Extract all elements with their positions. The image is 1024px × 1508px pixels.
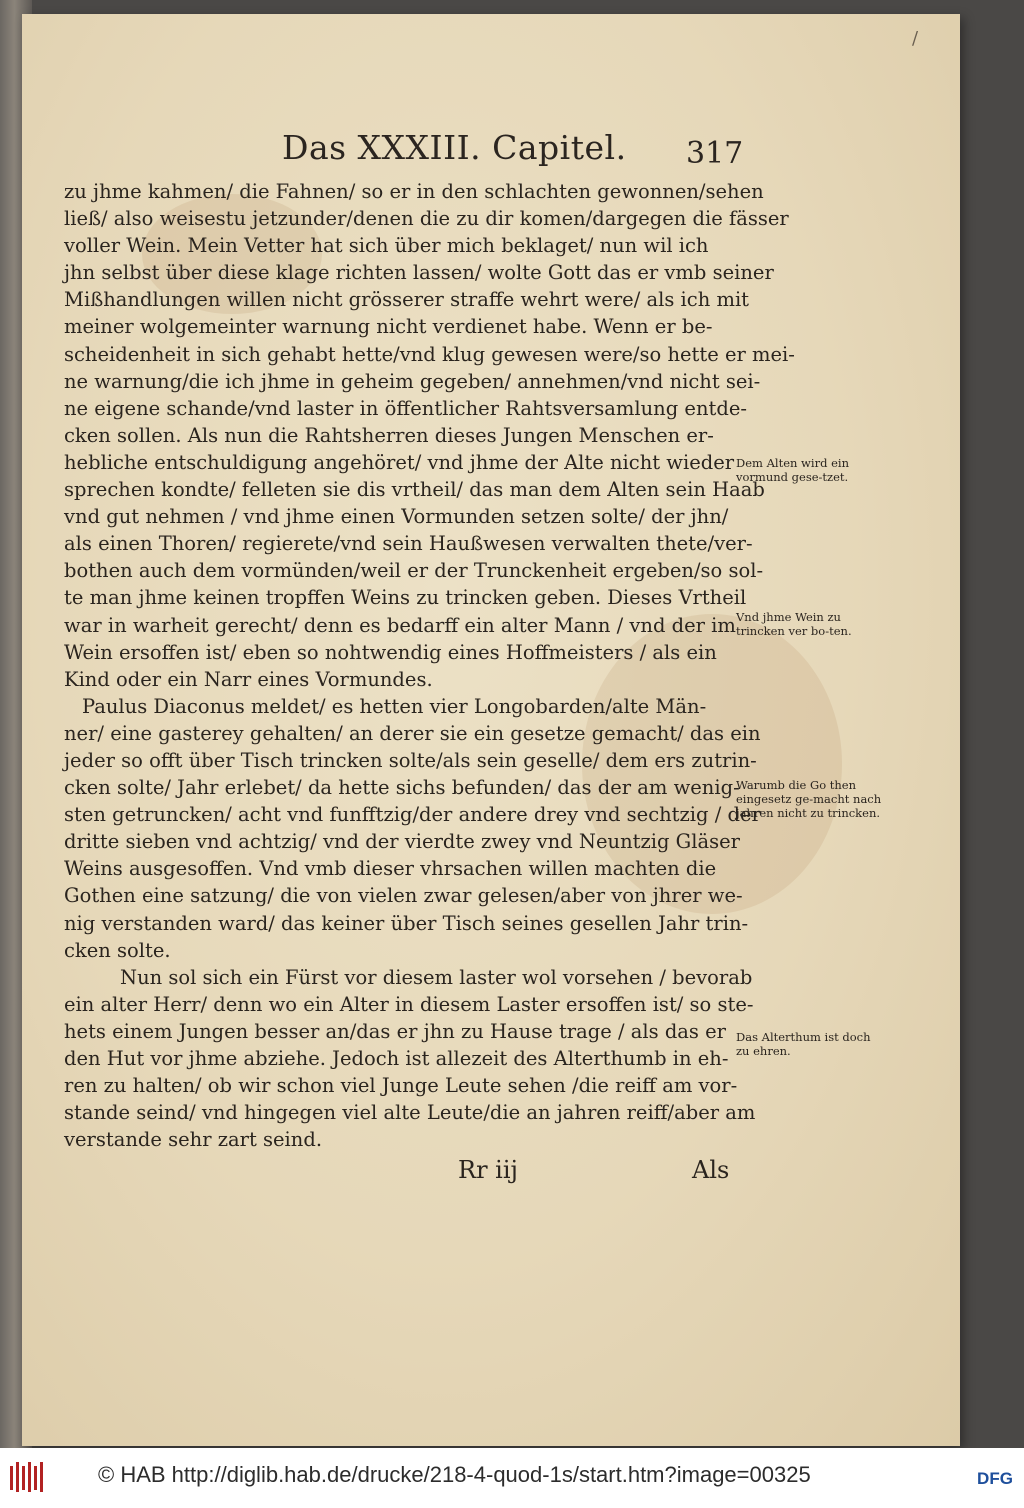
chapter-title: Das XXXIII. Capitel.	[282, 128, 627, 167]
text-line: stande seind/ vnd hingegen viel alte Leute/die an jahren reiff/aber am	[64, 1101, 756, 1125]
library-logo-icon	[8, 1458, 46, 1496]
text-line: Paulus Diaconus meldet/ es hetten vier Longobarden/alte Män-	[82, 694, 707, 718]
catchword: Als	[692, 1156, 730, 1184]
text-line: hebliche entschuldigung angehöret/ vnd jhme der Alte nicht wieder	[64, 450, 735, 474]
text-line: scheidenheit in sich gehabt hette/vnd klug gewesen were/so hette er mei-	[64, 342, 795, 366]
text-line: als einen Thoren/ regierete/vnd sein Haußwesen verwalten thete/ver-	[64, 532, 753, 556]
footer-bar	[0, 1448, 1024, 1508]
text-line: ließ/ also weisestu jetzunder/denen die zu dir komen/dargegen die fässer	[64, 207, 789, 231]
text-line: Gothen eine satzung/ die von vielen zwar gelesen/aber von jhrer we-	[64, 884, 743, 908]
text-line: war in warheit gerecht/ denn es bedarff ein alter Mann / vnd der im	[64, 613, 736, 637]
text-line: jhn selbst über diese klage richten lassen/ wolte Gott das er vmb seiner	[64, 261, 774, 285]
text-line: vnd gut nehmen / vnd jhme einen Vormunden setzen solte/ der jhn/	[64, 505, 729, 529]
text-line: meiner wolgemeinter warnung nicht verdienet habe. Wenn er be-	[64, 315, 713, 339]
margin-note: Das Alterthum ist doch zu ehren.	[736, 1030, 871, 1058]
text-line: sprechen kondte/ felleten sie dis vrtheil/ das man dem Alten sein Haab	[64, 478, 765, 502]
text-line: Nun sol sich ein Fürst vor diesem laster wol vorsehen / bevorab	[120, 965, 753, 989]
text-line: cken solte.	[64, 938, 171, 962]
margin-note: Dem Alten wird ein vormund gese-tzet.	[736, 456, 849, 484]
text-line: Kind oder ein Narr eines Vormundes.	[64, 667, 433, 691]
margin-note: Warumb die Go then eingesetz ge-macht nach jahren nicht zu trincken.	[736, 778, 882, 820]
text-line: voller Wein. Mein Vetter hat sich über mich beklaget/ nun wil ich	[64, 234, 709, 258]
text-line: den Hut vor jhme abziehe. Jedoch ist allezeit des Alterthumb in eh-	[64, 1047, 729, 1070]
dfg-logo-text: DFG	[977, 1469, 1013, 1488]
dfg-logo-icon	[972, 1462, 1018, 1492]
text-line: ner/ eine gasterey gehalten/ an derer sie ein gesetze gemacht/ das ein	[64, 721, 761, 745]
copyright-link[interactable]: © HAB http://diglib.hab.de/drucke/218-4-quod-1s/start.htm?image=00325	[98, 1462, 811, 1487]
text-line: Wein ersoffen ist/ eben so nohtwendig eines Hoffmeisters / als ein	[64, 640, 717, 664]
corner-mark: /	[912, 28, 919, 49]
text-line: te man jhme keinen tropffen Weins zu trincken geben. Dieses Vrtheil	[64, 586, 747, 610]
signature-mark: Rr iij	[458, 1156, 518, 1184]
text-line: ne eigene schande/vnd laster in öffentlicher Rahtsversamlung entde-	[64, 396, 747, 420]
text-line: bothen auch dem vormünden/weil er der Trunckenheit ergeben/so sol-	[64, 559, 764, 583]
text-line: jeder so offt über Tisch trincken solte/als sein geselle/ dem ers zutrin-	[64, 748, 757, 772]
margin-note: Vnd jhme Wein zu trincken ver bo-ten.	[736, 610, 852, 638]
text-line: ne warnung/die ich jhme in geheim gegeben/ annehmen/vnd nicht sei-	[64, 369, 761, 393]
text-line: ein alter Herr/ denn wo ein Alter in diesem Laster ersoffen ist/ so ste-	[64, 992, 754, 1016]
page-number: 317	[686, 136, 744, 171]
text-line: cken solte/ Jahr erlebet/ da hette sichs befunden/ das der am wenig-	[64, 776, 740, 800]
text-line: Weins ausgesoffen. Vnd vmb dieser vhrsachen willen machten die	[64, 857, 717, 881]
text-line: Mißhandlungen willen nicht grösserer straffe wehrt were/ als ich mit	[64, 288, 750, 312]
text-line: hets einem Jungen besser an/das er jhn zu Hause trage / als das er	[64, 1019, 726, 1043]
text-line: verstande sehr zart seind.	[64, 1128, 323, 1152]
text-line: zu jhme kahmen/ die Fahnen/ so er in den schlachten gewonnen/sehen	[64, 180, 764, 203]
text-line: cken sollen. Als nun die Rahtsherren dieses Jungen Menschen er-	[64, 423, 714, 447]
text-line: nig verstanden ward/ das keiner über Tisch seines gesellen Jahr trin-	[64, 911, 749, 935]
text-line: ren zu halten/ ob wir schon viel Junge Leute sehen /die reiff am vor-	[64, 1074, 738, 1098]
text-line: sten getruncken/ acht vnd funfftzig/der andere drey vnd sechtzig / der	[64, 803, 761, 827]
text-line: dritte sieben vnd achtzig/ vnd der vierdte zwey vnd Neuntzig Gläser	[64, 830, 740, 854]
